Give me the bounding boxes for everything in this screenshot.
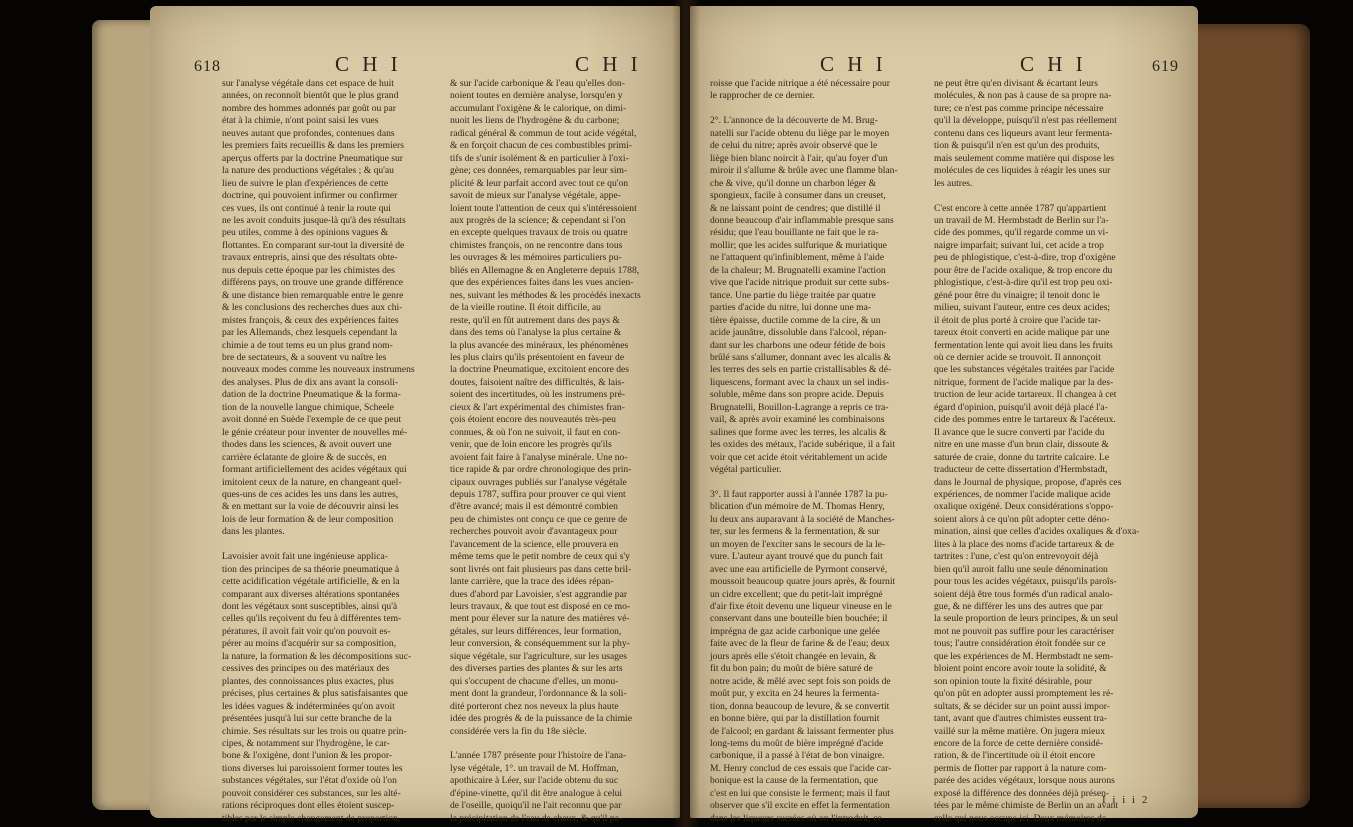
- right-column-1: roisse que l'acide nitrique a été nécessaire pour le rapprocher de ce dernier. 2°. L'annonce de la découverte de M. Brug- natelli sur l'acide obtenu du liège par le moyen de celui du nitre; après avoir observé que le liège bien blanc noircit à l'air, qu'au foyer d'un miroir il s'allume & brûle avec une flamme blan- che & vive, qu'il donne un charbon léger & spongieux, facile à consumer dans un creuset, & ne laissant point de cendres; que distillé il donne beaucoup d'air inflammable presque sans résidu; que l'eau bouillante ne fait que le ra- mollir; que les acides sulfurique & muriatique ne l'attaquent qu'infiniblement, même à l'aide de la chaleur; M. Brugnatelli examine l'action vive que l'acide nitrique produit sur cette subs- tance. Une partie du liège traitée par quatre parties d'acide du nitre, lui donne une ma- tière épaisse, ductile comme de la cire, & un acide jaunâtre, dissoluble dans l'alcool, répan- dant sur les charbons une odeur fétide de bois brûlé sans s'allumer, donnant avec les alcalis & les terres des sels en partie cristallisables & dé- liquescens, formant avec la chaux un sel indis- soluble, même dans son propre acide. Depuis Brugnatelli, Bouillon-Lagrange a repris ce tra- vail, & après avoir examiné les combinaisons salines que forme avec les terres, les alcalis & les oxides des métaux, l'acide subérique, il a fait voir que cet acide étoit véritablement un acide végétal particulier. 3°. Il faut rapporter aussi à l'année 1787 la pu- blication d'un mémoire de M. Thomas Henry, lu deux ans auparavant à la société de Manches- ter, sur les fermens & la fermentation, & sur un moyen de l'exciter sans le secours de la le- vure. L'auteur ayant trouvé que du punch fait avec une eau artificielle de Pyrmont conservé, moussoit beaucoup quatre jours après, & fournit un cidre excellent; que du petit-lait imprégné d'air fixe étoit devenu une liqueur vineuse en le conservant dans une bouteille bien bouchée; il imprégna de gaz acide carbonique une gelée faite avec de la fleur de farine & de l'eau; deux jours après elle s'étoit changée en levain, & fit du bon pain; du moût de bière saturé de notre acide, & mêlé avec sept fois son poids de moût pur, y excita en 24 heures la fermenta- tion, donna beaucoup de levure, & se convertit en bonne bière, qui par la distillation fournit de l'alcool; en gardant & laissant fermenter plus long-tems du moût de bière imprégné d'acide carbonique, il a passé à l'état de bon vinaigre. M. Henry conclud de ces essais que l'acide car- bonique est la cause de la fermentation, que c'est en lui que consiste le ferment; mais il faut observer que s'il excite en effet la fermentation dans les liqueurs sucrées où on l'introduit, ce: [710, 78, 898, 824]
- right-page-number: 619: [1152, 58, 1179, 75]
- right-running-head-2: C H I: [1020, 52, 1087, 76]
- signature-mark: I i i i 2: [1102, 794, 1150, 806]
- book-cover-right: [1190, 24, 1310, 808]
- right-page: [690, 6, 1198, 824]
- book-gutter: [672, 0, 700, 827]
- left-page: [150, 6, 680, 824]
- right-column-2: ne peut être qu'en divisant & écartant leurs molécules, & non pas à cause de sa propre na- ture; ce n'est pas comme principe nécessaire qu'il la développe, puisqu'il n'est pas réellement contenu dans ces liqueurs avant leur fermenta- tion & puisqu'il n'en est qu'un des produits, mais seulement comme matière qui dispose les molécules de ces liquides à réagir les unes sur les autres. C'est encore à cette année 1787 qu'appartient un travail de M. Hermbstadt de Berlin sur l'a- cide des pommes, qu'il regarde comme un vi- naigre imparfait; suivant lui, cet acide a trop peu de phlogistique, c'est-à-dire, trop d'oxigène pour être de l'acide oxalique, & trop encore du phlogistique, c'est-à-dire qu'il est trop peu oxi- géné pour être du vinaigre; il tenoit donc le milieu, suivant l'auteur, entre ces deux acides; il étoit de plus porté à croire que l'acide tar- tareux étoit converti en acide malique par une fermentation lente qui avoit lieu dans les fruits où ce dernier acide se trouvoit. Il annonçoit que les substances végétales traitées par l'acide nitrique, forment de l'acide malique par la des- truction de leur acide tartareux. Il changea à cet égard d'opinion, puisqu'il avoit déjà placé l'a- cide des pommes entre le tartareux & l'acéteux. Il avance que le sucre converti par l'acide du nitre en une masse d'un brun clair, dissoute & saturée de craie, donne du tartrite calcaire. Le traducteur de cette dissertation d'Hermbstadt, dans le Journal de physique, propose, d'après ces expériences, de nommer l'acide malique acide oxalique oxigéné. Deux considérations s'oppo- soient alors à ce qu'on pût adopter cette déno- mination, ainsi que celles d'acides oxaliques & d'oxa- lites à la place des noms d'acide tartareux & de tartrites : l'une, c'est qu'on entrevoyoit déjà bien qu'il auroit fallu une seule dénomination pour tous les acides végétaux, puisqu'ils paroîs- soient déjà être tous formés d'un radical analo- gue, & ne différer les uns des autres que par la seule proportion de leurs principes, & un seul mot ne pouvoit pas suffire pour les caractériser tous; l'autre considération étoit fondée sur ce que les expériences de M. Hermbstadt ne sem- bloient point encore avoir toute la solidité, & son opinion toute la fixité désirable, pour qu'on pût en adopter aussi promptement les ré- sultats, & se décider sur un point aussi impor- tant, avant que d'autres chimistes eussent tra- vaillé sur la même matière. On jugera mieux encore de la force de cette dernière considé- ration, & de l'incertitude où il étoit encore permis de flotter par rapport à la nature com- parée des acides végétaux, lorsque nous aurons exposé la différence des données déjà présen- tées par le même chimiste de Berlin un an avant celle qui nous occupe ici. Deux mémoires de: [934, 78, 1140, 824]
- left-column-1: sur l'analyse végétale dans cet espace de huit années, on reconnoît bientôt que le plus grand nombre des hommes adonnés par goût ou par état à la chimie, n'ont point saisi les vues neuves autant que profondes, contenues dans les premiers faits recueillis & dans les premiers aperçus offerts par la doctrine Pneumatique sur la nature des productions végétales ; & qu'au lieu de suivre le plan d'expériences de cette doctrine, qui pouvoient infirmer ou confirmer ces vues, ils ont continué à tenir la route qui ne les avoit conduits jusque-là qu'à des résultats peu utiles, comme à des opinions vagues & flottantes. En comparant sur-tout la diversité de travaux entrepris, ainsi que des résultats obte- nus depuis cette époque par les chimistes des différens pays, on trouve une grande différence & une distance bien remarquable entre le genre & les conclusions des recherches dues aux chi- mistes françois, & ceux des expériences faites par les Allemands, chez lesquels cependant la chimie a de tout tems eu un plus grand nom- bre de sectateurs, & a souvent vu naître les nouveaux modes comme les nouveaux instrumens des analyses. Plus de dix ans avant la consoli- dation de la doctrine Pneumatique & la forma- tion de la nouvelle langue chimique, Scheele avoit donné en Suède l'exemple de ce que peut le génie créateur pour inventer de nouvelles mé- thodes dans les sciences, & avoit ouvert une carrière éclatante de gloire & de succès, en formant artificiellement des acides végétaux qui imitoient ceux de la nature, en changeant quel- ques-uns de ces acides les uns dans les autres, & en mettant sur la voie de découvrir ainsi les lois de leur formation & de leur composition dans les plantes. Lavoisier avoit fait une ingénieuse applica- tion des principes de sa théorie pneumatique à cette acidification végétale artificielle, & en la comparant aux diverses altérations spontanées dont les végétaux sont susceptibles, ainsi qu'à celles qu'ils reçoivent du feu à différentes tem- pératures, il avoit fait voir qu'on pouvoit es- pérer au moins d'acquérir sur sa composition, la nature, la formation & les décompositions suc- cessives des principes ou des matériaux des plantes, des connoissances plus exactes, plus précises, plus certaines & plus satisfaisantes que les idées vagues & indéterminées qu'on avoit présentées jusqu'à lui sur cette branche de la chimie. Ses résultats sur les trois ou quatre prin- cipes, & notamment sur l'hydrogène, le car- bone & l'oxigène, dont l'union & les propor- tions diverses lui paroissoient former toutes les substances végétales, sur l'état d'oxide où l'on pouvoit considérer ces substances, sur les alté- rations réciproques dont elles étoient suscep- tibles par le simple changement de proportion,: [222, 78, 415, 824]
- left-running-head-2: C H I: [575, 52, 642, 76]
- left-running-head-1: C H I: [335, 52, 402, 76]
- left-column-2: & sur l'acide carbonique & l'eau qu'elles don- noient toutes en dernière analyse, lorsqu'en y accumulant l'oxigène & le calorique, on dimi- nuoit les liens de l'hydrogène & du carbone; radical général & commun de tout acide végétal, & en forçoit chacun de ces combustibles primi- tifs de s'unir isolément & en particulier à l'oxi- gène; ces données, remarquables par leur sim- plicité & leur parfait accord avec tout ce qu'on savoit de mieux sur l'analyse végétale, appe- loient toute l'attention de ceux qui s'intéressoient aux progrès de la science; & cependant si l'on en excepte quelques travaux de trois ou quatre chimistes françois, on ne rencontre dans tous les ouvrages & les mémoires particuliers pu- bliés en Allemagne & en Angleterre depuis 1788, que des expériences faites dans les vues ancien- nes, suivant les méthodes & les procédés inexacts de la vieille routine. Il étoit difficile, au reste, qu'il en fût autrement dans des pays & dans des tems où l'analyse la plus certaine & la plus avancée des minéraux, les phénomènes les plus clairs qu'ils présentoient en faveur de la doctrine Pneumatique, excitoient encore des doutes, faisoient naître des difficultés, & lais- soient des incertitudes, où les instrumens pré- cieux & l'art expérimental des chimistes fran- çois étoient encore des nouveautés très-peu connues, & où l'on ne suivoit, il faut en con- venir, que de loin encore les progrès qu'ils avoient fait faire à l'analyse minérale. Une no- tice rapide & par ordre chronologique des prin- cipaux ouvrages publiés sur l'analyse végétale depuis 1787, suffira pour prouver ce qui vient d'être avancé; mais il est démontré combien peu de chimistes ont conçu ce que ce genre de recherches pouvoit avoir d'avantageux pour l'avancement de la science, elle prouvera en même tems que le petit nombre de ceux qui s'y sont livrés ont fait plusieurs pas dans cette bril- lante carrière, que la trace des idées répan- dues d'abord par Lavoisier, s'est aggrandie par leurs travaux, & que tout est disposé en ce mo- ment pour élever sur la nature des matières vé- gétales, sur leurs différences, leur formation, leur conversion, & conséquemment sur la phy- sique végétale, sur l'agriculture, sur les usages des diverses parties des plantes & sur les arts qui s'occupent de chacune d'elles, un monu- ment dont la grandeur, l'ordonnance & la soli- dité porteront chez nos neveux la plus haute idée des progrès & de la puissance de la chimie considérée vers la fin du 18e siècle. L'année 1787 présente pour l'histoire de l'ana- lyse végétale, 1°. un travail de M. Hoffman, apothicaire à Léer, sur l'acide obtenu du suc d'épine-vinette, qu'il dit être analogue à celui de l'oseille, quoiqu'il ne l'ait reconnu que par la précipitation de l'eau de chaux, & qu'il pa-: [450, 78, 641, 824]
- right-running-head-1: C H I: [820, 52, 887, 76]
- left-page-number: 618: [194, 58, 221, 75]
